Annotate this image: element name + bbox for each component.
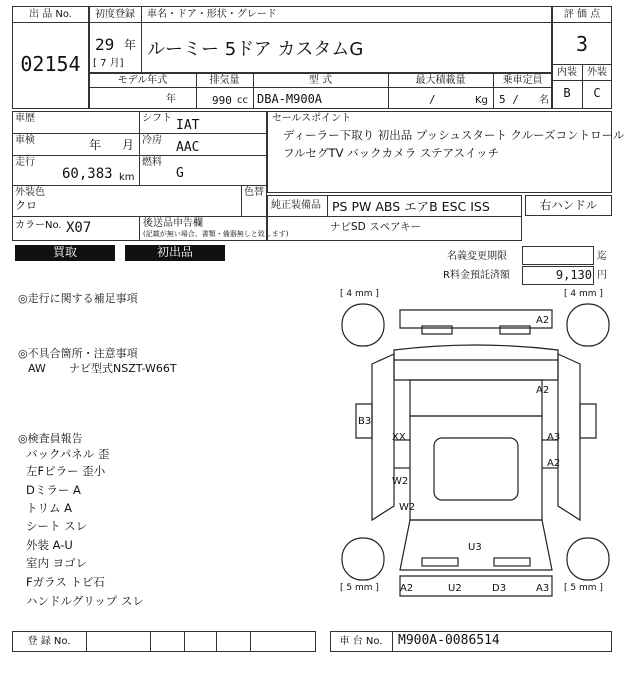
mark-rear-door-right: A2 — [547, 458, 561, 469]
mark-rear-door-left: W2 — [399, 502, 416, 513]
interior-grade: B — [563, 86, 571, 100]
report-line: バックパネル 歪 — [26, 447, 110, 461]
recycle-label: R料金預託済額 — [443, 270, 510, 281]
tire-front-right — [567, 304, 609, 346]
score-label: 評 価 点 — [563, 9, 601, 20]
equipment-value: PS PW ABS エアB ESC ISS — [332, 199, 490, 214]
mark-roof: XX — [392, 432, 406, 443]
recycle-unit: 円 — [597, 270, 607, 281]
max-load-value: / — [429, 93, 436, 106]
recycle-amount: 9,130 — [555, 268, 592, 282]
type-label: 型 式 — [308, 75, 333, 86]
defects-navi: ナビ型式NSZT-W66T — [69, 362, 177, 375]
chassis-no-value: M900A-0086514 — [398, 633, 500, 648]
first-listing-tag: 初出品 — [125, 245, 225, 261]
displacement-unit: cc — [237, 95, 248, 106]
sales-point-line2: フルセグTV バックカメラ ステアスイッチ — [283, 146, 500, 160]
tire-front-left-depth: [ 4 mm ] — [340, 289, 379, 299]
windshield — [410, 380, 542, 416]
report-line: 左Fピラー 歪小 — [26, 464, 106, 478]
color-no-value: X07 — [66, 220, 92, 236]
purchase-tag: 買取 — [15, 245, 115, 261]
name-change-box — [522, 246, 594, 265]
aftermarket-label: 後送品申告欄 — [143, 218, 203, 229]
tire-front-left — [342, 304, 384, 346]
capacity-label: 乗車定員 — [502, 75, 543, 86]
lot-label: 出 品 No. — [29, 9, 72, 20]
mark-front-bumper: A2 — [536, 315, 550, 326]
mileage-value: 60,383 — [62, 166, 113, 182]
year-unit: 年 — [124, 38, 137, 52]
first-registration-year: 29 — [95, 35, 115, 54]
roof — [410, 416, 542, 520]
mark-rear-bumper-right: D3 — [492, 583, 507, 594]
navi-value: ナビSD スペアキー — [330, 221, 422, 233]
ac-label: 冷房 — [142, 135, 162, 146]
car-name-label: 車名・ドア・形状・グレード — [147, 9, 277, 20]
mileage-unit: km — [119, 172, 135, 183]
model-year-label: モデル年式 — [117, 75, 168, 86]
tire-rear-left-depth: [ 5 mm ] — [340, 583, 379, 593]
supplement-label: ◎走行に関する補足事項 — [18, 292, 138, 305]
report-line: Fガラス トビ石 — [26, 575, 105, 589]
vehicle-damage-diagram — [338, 288, 613, 610]
mileage-label: 走行 — [15, 157, 35, 168]
defects-aw: AW — [28, 362, 46, 375]
name-change-label: 名義変更期限 — [447, 251, 507, 262]
capacity-value: 5 / — [499, 93, 519, 106]
right-side — [558, 354, 580, 520]
displacement-value: 990 — [212, 94, 232, 107]
fuel-value: G — [176, 166, 184, 181]
max-load-unit: Kg — [475, 95, 488, 106]
report-line: 室内 ヨゴレ — [26, 556, 88, 570]
model-year-unit: 年 — [166, 94, 176, 105]
report-line: トリム A — [26, 501, 73, 515]
max-load-label: 最大積載量 — [415, 75, 466, 86]
ac-value: AAC — [176, 140, 200, 155]
mark-front-door-right: A3 — [547, 432, 561, 443]
capacity-unit: 名 — [539, 95, 549, 106]
rear-bumper — [400, 576, 552, 596]
mark-pillar-left: B3 — [358, 416, 372, 427]
report-line: ハンドルグリップ スレ — [26, 594, 144, 608]
front-bumper — [400, 310, 552, 328]
first-registration-label: 初度登録 — [95, 9, 135, 20]
shift-value: IAT — [176, 118, 200, 133]
score-value: 3 — [575, 32, 589, 56]
first-registration-month: [ 7 月] — [93, 58, 124, 69]
report-line: 外装 A-U — [26, 538, 73, 552]
car-name: ルーミー 5ドア カスタムG — [147, 39, 364, 60]
aftermarket-note: (記載が無い場合、書類・備器無しと致します) — [143, 230, 289, 238]
fuel-label: 燃料 — [142, 157, 162, 168]
mark-front-door-left: W2 — [392, 476, 409, 487]
inspector-label: ◎検査員報告 — [18, 432, 83, 445]
hood — [394, 345, 558, 380]
tire-rear-right-depth: [ 5 mm ] — [564, 583, 603, 593]
equipment-label: 純正装備品 — [271, 200, 321, 211]
sales-point-label: セールスポイント — [272, 113, 352, 124]
name-change-unit: 迄 — [597, 251, 607, 262]
interior-label: 内装 — [557, 67, 577, 78]
mark-rear-bumper-left: A2 — [400, 583, 414, 594]
exterior-grade: C — [593, 86, 601, 100]
mark-rear-right: A3 — [536, 583, 550, 594]
shift-label: シフト — [142, 113, 172, 124]
mark-hood-right: A2 — [536, 385, 550, 396]
exterior-label: 外装 — [587, 67, 607, 78]
tire-front-right-depth: [ 4 mm ] — [564, 289, 603, 299]
exterior-color-value: クロ — [15, 199, 37, 212]
mark-back-door: U3 — [468, 542, 482, 553]
mark-rear-bumper-center: U2 — [448, 583, 462, 594]
left-side — [372, 354, 394, 520]
shaken-year-unit: 年 — [89, 138, 102, 152]
history-label: 車歴 — [15, 113, 35, 124]
steering-value: 右ハンドル — [539, 198, 598, 212]
registration-no-label: 登 録 No. — [27, 636, 71, 647]
displacement-label: 排気量 — [209, 75, 240, 86]
report-line: Dミラー A — [26, 483, 81, 497]
defects-label: ◎不具合箇所・注意事項 — [18, 347, 138, 360]
tire-rear-left — [342, 538, 384, 580]
shaken-month-unit: 月 — [122, 138, 135, 152]
tire-rear-right — [567, 538, 609, 580]
sales-point-line1: ディーラー下取り 初出品 プッシュスタート クルーズコントロール — [283, 128, 625, 142]
color-change-label: 色替 — [244, 187, 264, 198]
color-no-label: カラーNo. — [15, 220, 62, 231]
exterior-color-label: 外装色 — [15, 187, 45, 198]
type-value: DBA-M900A — [257, 92, 323, 106]
report-line: シート スレ — [26, 519, 88, 533]
shaken-label: 車検 — [15, 135, 35, 146]
lot-number: 02154 — [20, 52, 81, 76]
chassis-no-label: 車 台 No. — [339, 636, 383, 647]
